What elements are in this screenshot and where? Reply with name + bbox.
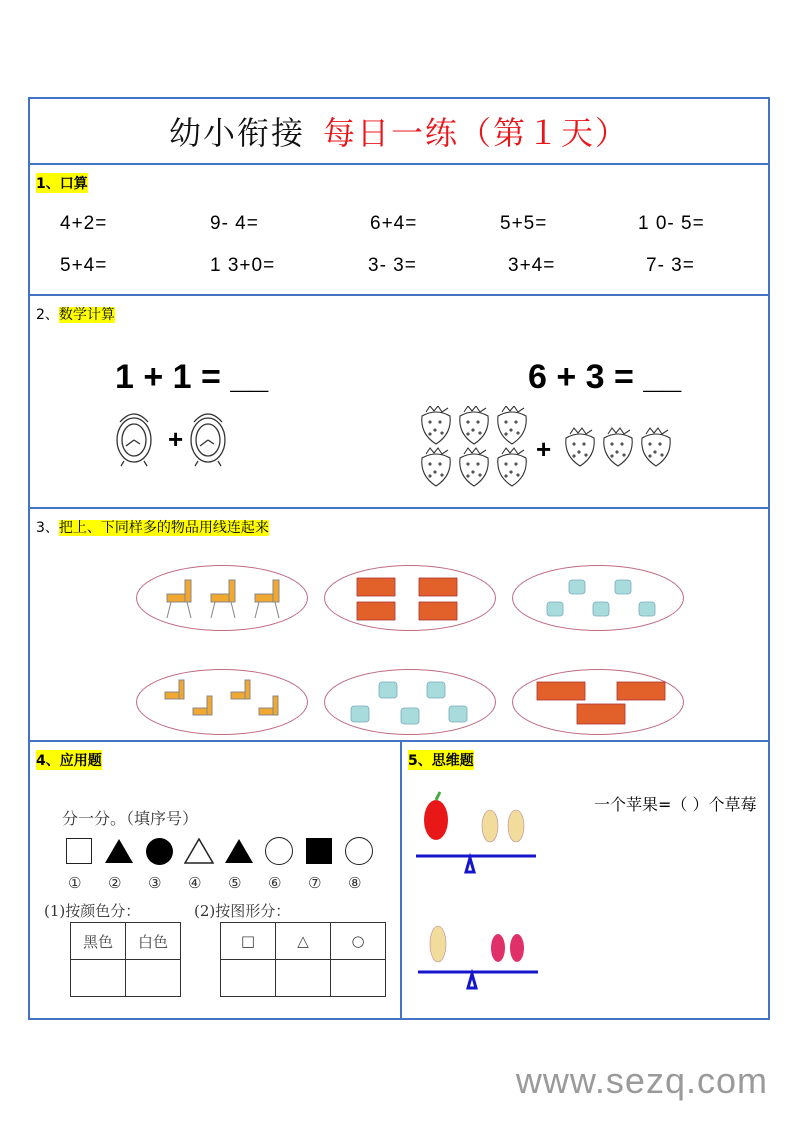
black-triangle-icon <box>104 836 134 866</box>
black-square-icon <box>304 836 334 866</box>
white-square-icon <box>64 836 94 866</box>
color-table <box>70 922 181 997</box>
group-desks-4[interactable] <box>324 565 496 631</box>
group-chairs-3[interactable] <box>136 565 308 631</box>
group-watering-cans-5b[interactable] <box>324 669 496 735</box>
title-row <box>30 99 768 165</box>
chair-icon <box>137 670 309 736</box>
chair-icon <box>137 566 309 632</box>
header-white: 白色 <box>126 923 181 960</box>
watering-can-icon <box>513 566 685 632</box>
problem: 3+4= <box>508 255 556 276</box>
instruction: 分一分。（填序号） <box>62 809 199 828</box>
problem: 3- 3= <box>368 255 417 276</box>
section-3-label: 3、把上、下同样多的物品用线连起来 <box>36 520 269 536</box>
bottom-row <box>30 742 768 1018</box>
problem: 5+5= <box>500 213 548 234</box>
black-triangle-icon <box>224 836 254 866</box>
problem: 6+4= <box>370 213 418 234</box>
equation-right: 6 + 3 = __ <box>528 358 682 396</box>
balance-apple-pears <box>414 786 544 876</box>
question: 一个苹果=（ ）个草莓 <box>594 795 757 814</box>
header-black: 黑色 <box>71 923 126 960</box>
watermark: www.sezq.com <box>515 1060 768 1101</box>
desk-icon <box>513 670 685 736</box>
alarm-clock-icon <box>112 406 232 468</box>
white-triangle-icon <box>184 836 214 866</box>
section-4-label: 4、应用题 <box>36 750 102 770</box>
problem: 7- 3= <box>646 255 695 276</box>
problem: 1 0- 5= <box>638 213 705 234</box>
shape-row <box>64 836 374 866</box>
strawberry-icon <box>418 406 680 490</box>
white-circle-icon <box>264 836 294 866</box>
group-desks-3[interactable] <box>512 669 684 735</box>
section-thinking <box>402 742 768 1018</box>
section-math-calc <box>30 296 768 509</box>
balance-pear-strawberries <box>416 902 546 992</box>
answer-cell[interactable] <box>331 960 386 997</box>
answer-cell[interactable] <box>126 960 181 997</box>
problem: 1 3+0= <box>210 255 276 276</box>
white-circle-icon <box>344 836 374 866</box>
by-color-label: (1)按颜色分： <box>44 902 141 920</box>
problem: 4+2= <box>60 213 108 234</box>
problem: 9- 4= <box>210 213 259 234</box>
title-sub: 每日一练（第１天） <box>323 114 630 152</box>
problem: 5+4= <box>60 255 108 276</box>
section-match-equal <box>30 509 768 742</box>
equation-left: 1 + 1 = __ <box>115 358 269 396</box>
shape-table <box>220 922 386 997</box>
worksheet <box>28 97 770 1020</box>
section-mental-arithmetic <box>30 165 768 296</box>
answer-cell[interactable] <box>71 960 126 997</box>
header-circle: ○ <box>331 923 386 960</box>
watering-can-icon <box>325 670 497 736</box>
apple-icon <box>424 800 448 840</box>
svg-text:+: + <box>168 424 184 454</box>
group-chairs-4[interactable] <box>136 669 308 735</box>
desk-icon <box>325 566 497 632</box>
pear-icon <box>430 926 446 962</box>
section-5-label: 5、思维题 <box>408 750 474 770</box>
section-1-label: 1、口算 <box>36 173 88 193</box>
answer-cell[interactable] <box>276 960 331 997</box>
title-main: 幼小衔接 <box>168 114 305 152</box>
svg-text:+: + <box>536 434 552 464</box>
answer-cell[interactable] <box>221 960 276 997</box>
group-watering-cans-5[interactable] <box>512 565 684 631</box>
header-square: □ <box>221 923 276 960</box>
section-application <box>30 742 402 1018</box>
by-shape-label: (2)按图形分： <box>194 902 291 920</box>
header-triangle: △ <box>276 923 331 960</box>
black-circle-icon <box>144 836 174 866</box>
shape-numbers: ① ② ③ ④ ⑤ ⑥ ⑦ ⑧ <box>68 874 362 892</box>
section-2-label: 2、数学计算 <box>36 307 115 323</box>
